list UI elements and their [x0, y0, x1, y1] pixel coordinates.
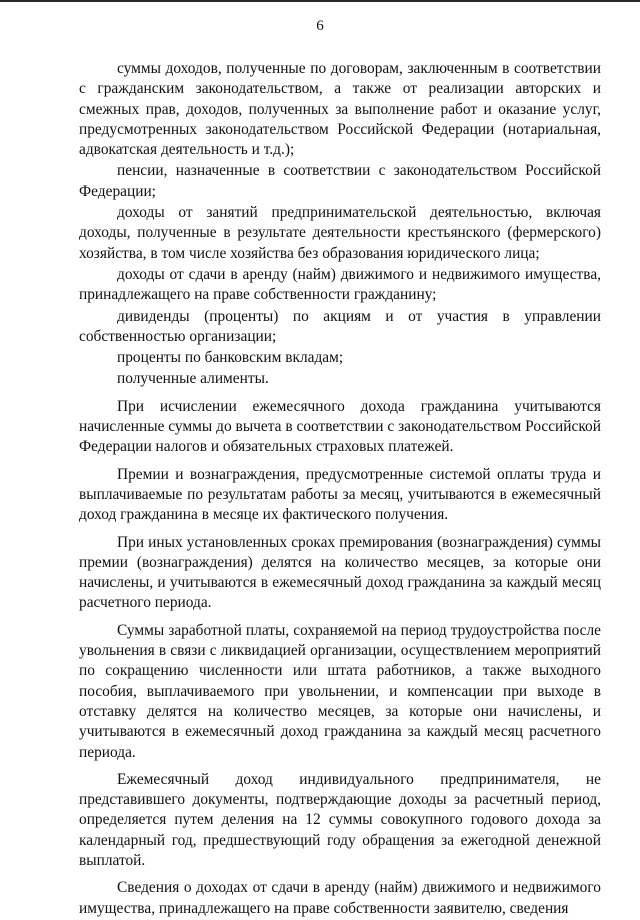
paragraph-income-calculation: При исчислении ежемесячного дохода гражданина учитываются начисленные суммы до вычета в соответствии с законодательством Российской Федерации налогов и обязательных страховых платежей.	[79, 397, 601, 456]
paragraph-rental-info: Сведения о доходах от сдачи в аренду (найм) движимого и недвижимого имущества, принадлежащего на праве собственности заявителю, сведения	[79, 879, 601, 917]
paragraph-income-contracts: суммы доходов, полученные по договорам, заключенным в соответствии с гражданским законодательством, а также от реализации авторских и смежных прав, доходов, полученных за выполнение работ и оказание услуг, предусмотренных законодательством Российской Федерации (нотариальная, адвокатская деятельность и т.д.);	[79, 60, 601, 159]
paragraph-alimony: полученные алименты.	[117, 370, 269, 388]
paragraph-severance: Суммы заработной платы, сохраняемой на период трудоустройства после увольнения в связи с ликвидацией организации, осуществлением мероприятий по сокращению численности или штата работников, а также выходного пособия, выплачиваемого при увольнении, и компенсации при выходе в отставку делятся на количество месяцев, за которые они начислены, и учитываются в ежемесячный доход гражданина за каждый месяц расчетного периода.	[79, 621, 601, 761]
paragraph-rental-income: доходы от сдачи в аренду (найм) движимого и недвижимого имущества, принадлежащего на праве собственности гражданину;	[79, 265, 601, 304]
top-rule	[0, 0, 640, 2]
paragraph-entrepreneur-income: Ежемесячный доход индивидуального предпринимателя, не представившего документы, подтверждающие доходы за расчетный период, определяется путем деления на 12 суммы совокупного годового дохода за календарный год, предшествующий году обращения за ежегодной денежной выплатой.	[79, 770, 601, 869]
paragraph-dividends: дивиденды (проценты) по акциям и от участия в управлении собственностью организации;	[79, 307, 601, 345]
paragraph-business-income: доходы от занятий предпринимательской деятельностью, включая доходы, полученные в результате деятельности крестьянского (фермерского) хозяйства, в том числе хозяйства без образования юридического лица;	[79, 204, 601, 262]
paragraph-pensions: пенсии, назначенные в соответствии с законодательством Российской Федерации;	[79, 162, 601, 200]
paragraph-bonuses: Премии и вознаграждения, предусмотренные системой оплаты труда и выплачиваемые по результатам работы за месяц, учитываются в ежемесячный доход гражданина в месяце их фактического получения.	[79, 465, 601, 524]
paragraph-other-bonus-terms: При иных установленных сроках премирования (вознаграждения) суммы премии (вознаграждения) делятся на количество месяцев, за которые они начислены, и учитываются в ежемесячный доход гражданина за каждый месяц расчетного периода.	[79, 533, 601, 612]
document-body	[79, 59, 601, 920]
paragraph-bank-interest: проценты по банковским вкладам;	[117, 349, 344, 367]
page-number: 6	[316, 18, 324, 34]
